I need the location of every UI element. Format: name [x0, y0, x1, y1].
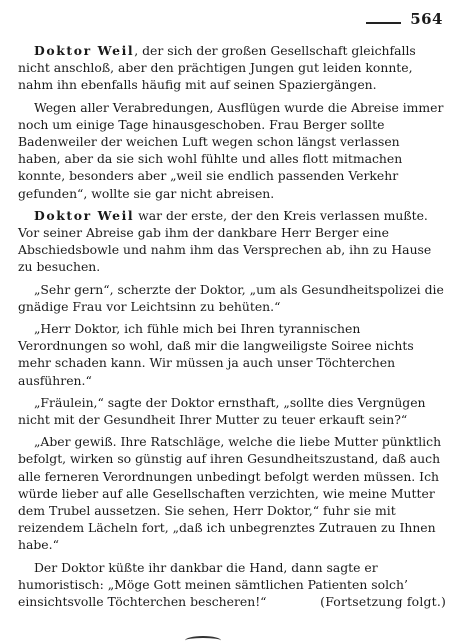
- paragraph-5: [18, 320, 446, 389]
- paragraph-5-text: „Herr Doktor, ich fühle mich bei Ihren tyrannischen Verordnungen so wohl, daß mir die langweiligste Soiree nichts mehr schaden kann. Wir müssen ja auch unser Töchterchen ausführen.“: [18, 321, 414, 388]
- paragraph-4: [18, 281, 446, 315]
- paragraph-2-text: Wegen aller Verabredungen, Ausflügen wurde die Abreise immer noch um einige Tage hinausgeschoben. Frau Berger sollte Badenweiler der weichen Luft wegen schon längst verlassen haben, aber da sie sich wohl fühlte und alles flott mitmachen konnte, besonders aber „weil sie endlich passenden Verkehr gefunden“, wollte sie gar nicht abreisen.: [18, 99, 444, 201]
- continuation-note: (Fortsetzung folgt.): [320, 594, 446, 610]
- paragraph-3-lead: Doktor Weil: [34, 207, 135, 223]
- header-rule: [366, 22, 401, 24]
- paragraph-3-text: war der erste, der den Kreis verlassen mußte. Vor seiner Abreise gab ihm der dankbare Herr Berger eine Abschiedsbowle und nahm ihm das Versprechen ab, ihn zu Hause zu besuchen.: [18, 207, 432, 275]
- paragraph-6: [18, 394, 446, 428]
- paragraph-8: [18, 559, 446, 611]
- paragraph-3: [18, 207, 446, 276]
- paragraph-1-text: , der sich der großen Gesellschaft gleichfalls nicht anschloß, aber den prächtigen Jungen gut leiden konnte, nahm ihn ebenfalls häufig mit auf seinen Spaziergängen.: [18, 43, 416, 93]
- page-number: 564: [410, 10, 443, 28]
- paragraph-8-text: Der Doktor küßte ihr dankbar die Hand, dann sagte er humoristisch: „Möge Gott meinen sämtlichen Patienten solch’ einsichtsvolle Töchterchen bescheren!“: [18, 559, 408, 610]
- paragraph-4-text: „Sehr gern“, scherzte der Doktor, „um als Gesundheitspolizei die gnädige Frau vor Leichtsinn zu behüten.“: [18, 281, 444, 314]
- paragraph-2: [18, 99, 446, 202]
- page-header: [0, 10, 450, 36]
- paragraph-1-lead: Doktor Weil: [34, 43, 135, 58]
- paragraph-6-text: „Fräulein,“ sagte der Doktor ernsthaft, „sollte dies Vergnügen nicht mit der Gesundheit Ihrer Mutter zu teuer erkauft sein?“: [18, 394, 426, 428]
- paragraph-1: [18, 42, 446, 94]
- article-body: [18, 42, 446, 615]
- paragraph-7-text: „Aber gewiß. Ihre Ratschläge, welche die liebe Mutter pünktlich befolgt, wirken so günstig auf ihren Gesundheitszustand, daß auch alle ferneren Verordnungen unbedingt befolgt werden müssen. Ich würde lieber auf alle Gesellschaften verzichten, wie meine Mutter dem Trubel aussetzen. Sie sehen, Herr Doktor,“ fuhr sie mit reizendem Lächeln fort, „daß ich unbegrenztes Zutrauen zu Ihnen habe.“: [18, 434, 442, 553]
- paragraph-7: [18, 433, 446, 553]
- bottom-ornament: [185, 630, 225, 642]
